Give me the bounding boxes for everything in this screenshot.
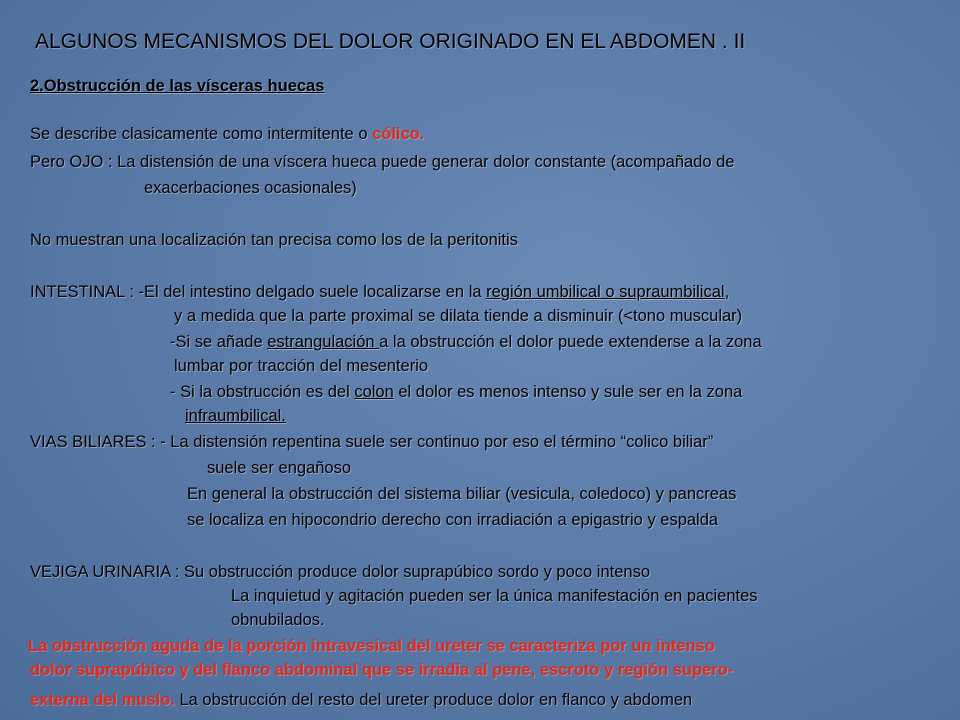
intestinal-l5-post: el dolor es menos intenso y sule ser en la zona [393,383,743,401]
colic-word: cólico. [372,125,425,143]
intestinal-l3-post: a la obstrucción el dolor puede extenderse a la zona [379,333,762,351]
vejiga-line-2: La inquietud y agitación pueden ser la única manifestación en pacientes [231,587,758,605]
intestinal-l3-pre: -Si se añade [170,333,268,351]
ureter-red-line-1: La obstrucción aguda de la porción intravesical del ureter se caracteriza por un intenso [28,637,715,655]
ureter-tail: La obstrucción del resto del ureter produce dolor en flanco y abdomen [174,691,693,709]
intestinal-l3-underline: estrangulación [267,333,380,351]
intestinal-line-2: y a medida que la parte proximal se dilata tiende a disminuir (<tono muscular) [174,307,743,325]
colic-line [30,124,424,144]
vejiga-line-1: VEJIGA URINARIA : Su obstrucción produce dolor suprapúbico sordo y poco intenso [30,563,650,581]
biliares-line-3: En general la obstrucción del sistema biliar (vesicula, coledoco) y pancreas [187,485,737,503]
intestinal-line-4: lumbar por tracción del mesenterio [174,357,429,375]
intestinal-l5-underline: colon [354,383,394,401]
intestinal-line-5 [170,382,742,402]
ureter-red-line-2: dolor suprapúbico y del flanco abdominal que se irradia al pene, escroto y región supero- [30,661,734,679]
ojo-line-2: exacerbaciones ocasionales) [144,179,357,197]
localization-line: No muestran una localización tan precisa como los de la peritonitis [30,231,518,249]
intestinal-l1-underline: región umbilical o supraumbilical [486,283,725,301]
colic-intro: Se describe clasicamente como intermitente o [30,125,373,143]
vejiga-line-3: obnubilados. [231,611,325,629]
intestinal-l1-pre: INTESTINAL : -El del intestino delgado suele localizarse en la [30,283,487,301]
intestinal-line-6: infraumbilical. [185,407,286,425]
intestinal-l1-post: , [724,283,730,301]
slide-title: ALGUNOS MECANISMOS DEL DOLOR ORIGINADO EN EL ABDOMEN . II [35,30,746,53]
section-heading: 2.Obstrucción de las vísceras huecas [30,77,325,95]
biliares-line-2: suele ser engañoso [207,459,352,477]
biliares-line-1: VIAS BILIARES : - La distensión repentina suele ser continuo por eso el término “colico biliar” [30,433,714,451]
intestinal-line-3 [170,332,762,352]
intestinal-line-1 [30,282,729,302]
biliares-line-4: se localiza en hipocondrio derecho con irradiación a epigastrio y espalda [187,511,719,529]
ureter-red-3: externa del muslo. [30,691,175,709]
ureter-line-3 [30,690,692,710]
intestinal-l5-pre: - Si la obstrucción es del [170,383,355,401]
ojo-line-1: Pero OJO : La distensión de una víscera hueca puede generar dolor constante (acompañado de [30,153,735,171]
